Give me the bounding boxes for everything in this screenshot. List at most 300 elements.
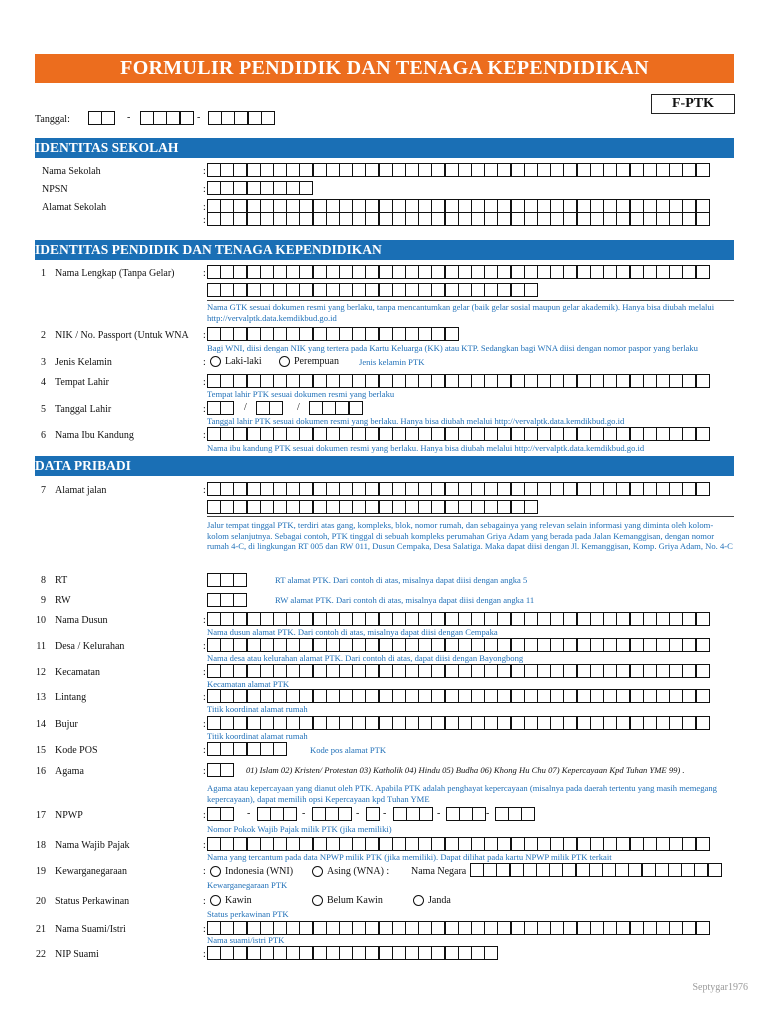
char-box[interactable] <box>472 807 486 821</box>
char-box[interactable] <box>418 212 432 226</box>
char-box[interactable] <box>273 199 287 213</box>
char-box[interactable] <box>273 427 287 441</box>
char-box[interactable] <box>563 837 577 851</box>
char-box[interactable] <box>260 265 274 279</box>
char-box[interactable] <box>405 837 419 851</box>
lintang-boxes[interactable] <box>207 689 709 703</box>
char-box[interactable] <box>511 265 525 279</box>
char-box[interactable] <box>248 111 262 125</box>
char-box[interactable] <box>577 427 591 441</box>
char-box[interactable] <box>261 111 275 125</box>
char-box[interactable] <box>616 664 630 678</box>
char-box[interactable] <box>392 327 406 341</box>
char-box[interactable] <box>326 946 340 960</box>
char-box[interactable] <box>325 807 339 821</box>
char-box[interactable] <box>458 374 472 388</box>
char-box[interactable] <box>669 689 683 703</box>
char-box[interactable] <box>247 664 261 678</box>
char-box[interactable] <box>299 664 313 678</box>
char-box[interactable] <box>524 265 538 279</box>
char-box[interactable] <box>286 689 300 703</box>
char-box[interactable] <box>537 638 551 652</box>
char-box[interactable] <box>630 163 644 177</box>
char-box[interactable] <box>365 946 379 960</box>
char-box[interactable] <box>511 837 525 851</box>
char-box[interactable] <box>669 212 683 226</box>
rt-boxes[interactable] <box>207 573 247 587</box>
char-box[interactable] <box>207 837 221 851</box>
char-box[interactable] <box>326 638 340 652</box>
char-box[interactable] <box>630 612 644 626</box>
char-box[interactable] <box>365 265 379 279</box>
char-box[interactable] <box>616 689 630 703</box>
char-box[interactable] <box>643 199 657 213</box>
char-box[interactable] <box>497 163 511 177</box>
char-box[interactable] <box>405 664 419 678</box>
char-box[interactable] <box>283 807 297 821</box>
char-box[interactable] <box>286 212 300 226</box>
char-box[interactable] <box>524 612 538 626</box>
char-box[interactable] <box>550 664 564 678</box>
char-box[interactable] <box>550 427 564 441</box>
char-box[interactable] <box>220 265 234 279</box>
char-box[interactable] <box>458 427 472 441</box>
char-box[interactable] <box>471 265 485 279</box>
char-box[interactable] <box>233 716 247 730</box>
char-box[interactable] <box>247 181 261 195</box>
char-box[interactable] <box>220 482 234 496</box>
char-box[interactable] <box>260 664 274 678</box>
char-box[interactable] <box>299 837 313 851</box>
char-box[interactable] <box>233 212 247 226</box>
char-box[interactable] <box>313 374 327 388</box>
char-box[interactable] <box>445 946 459 960</box>
char-box[interactable] <box>299 427 313 441</box>
char-box[interactable] <box>379 837 393 851</box>
char-box[interactable] <box>603 837 617 851</box>
char-box[interactable] <box>471 689 485 703</box>
char-box[interactable] <box>563 689 577 703</box>
char-box[interactable] <box>563 374 577 388</box>
char-box[interactable] <box>392 921 406 935</box>
char-box[interactable] <box>630 212 644 226</box>
char-box[interactable] <box>511 212 525 226</box>
char-box[interactable] <box>590 199 604 213</box>
char-box[interactable] <box>339 837 353 851</box>
char-box[interactable] <box>484 664 498 678</box>
char-box[interactable] <box>656 212 670 226</box>
kecamatan-boxes[interactable] <box>207 664 709 678</box>
char-box[interactable] <box>207 593 221 607</box>
char-box[interactable] <box>484 638 498 652</box>
char-box[interactable] <box>537 163 551 177</box>
char-box[interactable] <box>405 212 419 226</box>
char-box[interactable] <box>445 921 459 935</box>
char-box[interactable] <box>418 638 432 652</box>
char-box[interactable] <box>603 689 617 703</box>
char-box[interactable] <box>313 482 327 496</box>
char-box[interactable] <box>260 427 274 441</box>
char-box[interactable] <box>521 807 535 821</box>
char-box[interactable] <box>471 374 485 388</box>
char-box[interactable] <box>365 199 379 213</box>
tanggal-day-boxes[interactable] <box>88 111 114 125</box>
char-box[interactable] <box>471 921 485 935</box>
char-box[interactable] <box>471 427 485 441</box>
char-box[interactable] <box>458 837 472 851</box>
char-box[interactable] <box>590 689 604 703</box>
char-box[interactable] <box>471 837 485 851</box>
char-box[interactable] <box>458 689 472 703</box>
char-box[interactable] <box>339 482 353 496</box>
char-box[interactable] <box>379 482 393 496</box>
char-box[interactable] <box>299 500 313 514</box>
char-box[interactable] <box>681 863 695 877</box>
char-box[interactable] <box>431 689 445 703</box>
char-box[interactable] <box>322 401 336 415</box>
bujur-boxes[interactable] <box>207 716 709 730</box>
char-box[interactable] <box>220 199 234 213</box>
char-box[interactable] <box>445 212 459 226</box>
char-box[interactable] <box>511 612 525 626</box>
char-box[interactable] <box>247 946 261 960</box>
char-box[interactable] <box>458 612 472 626</box>
char-box[interactable] <box>484 921 498 935</box>
char-box[interactable] <box>352 374 366 388</box>
char-box[interactable] <box>590 163 604 177</box>
char-box[interactable] <box>682 374 696 388</box>
char-box[interactable] <box>313 664 327 678</box>
char-box[interactable] <box>458 212 472 226</box>
char-box[interactable] <box>260 500 274 514</box>
char-box[interactable] <box>563 199 577 213</box>
char-box[interactable] <box>496 863 510 877</box>
char-box[interactable] <box>220 664 234 678</box>
char-box[interactable] <box>445 163 459 177</box>
char-box[interactable] <box>537 664 551 678</box>
char-box[interactable] <box>563 638 577 652</box>
char-box[interactable] <box>656 716 670 730</box>
char-box[interactable] <box>313 837 327 851</box>
char-box[interactable] <box>392 612 406 626</box>
char-box[interactable] <box>257 807 271 821</box>
char-box[interactable] <box>326 212 340 226</box>
char-box[interactable] <box>656 638 670 652</box>
char-box[interactable] <box>286 163 300 177</box>
char-box[interactable] <box>352 716 366 730</box>
char-box[interactable] <box>524 500 538 514</box>
char-box[interactable] <box>418 482 432 496</box>
char-box[interactable] <box>682 921 696 935</box>
char-box[interactable] <box>630 921 644 935</box>
char-box[interactable] <box>511 199 525 213</box>
char-box[interactable] <box>233 593 247 607</box>
char-box[interactable] <box>273 212 287 226</box>
char-box[interactable] <box>563 163 577 177</box>
char-box[interactable] <box>642 863 656 877</box>
char-box[interactable] <box>537 374 551 388</box>
char-box[interactable] <box>643 921 657 935</box>
char-box[interactable] <box>682 163 696 177</box>
char-box[interactable] <box>524 212 538 226</box>
char-box[interactable] <box>445 427 459 441</box>
char-box[interactable] <box>669 427 683 441</box>
char-box[interactable] <box>233 689 247 703</box>
char-box[interactable] <box>269 401 283 415</box>
char-box[interactable] <box>550 921 564 935</box>
char-box[interactable] <box>405 689 419 703</box>
char-box[interactable] <box>511 638 525 652</box>
char-box[interactable] <box>392 689 406 703</box>
char-box[interactable] <box>577 837 591 851</box>
char-box[interactable] <box>630 427 644 441</box>
char-box[interactable] <box>405 265 419 279</box>
char-box[interactable] <box>326 716 340 730</box>
char-box[interactable] <box>220 921 234 935</box>
char-box[interactable] <box>379 664 393 678</box>
char-box[interactable] <box>458 199 472 213</box>
char-box[interactable] <box>379 283 393 297</box>
char-box[interactable] <box>339 664 353 678</box>
char-box[interactable] <box>260 482 274 496</box>
char-box[interactable] <box>524 638 538 652</box>
char-box[interactable] <box>471 500 485 514</box>
char-box[interactable] <box>207 283 221 297</box>
char-box[interactable] <box>405 946 419 960</box>
radio-laki-laki[interactable] <box>210 356 262 367</box>
char-box[interactable] <box>207 946 221 960</box>
char-box[interactable] <box>484 283 498 297</box>
char-box[interactable] <box>484 500 498 514</box>
char-box[interactable] <box>260 946 274 960</box>
char-box[interactable] <box>696 212 710 226</box>
char-box[interactable] <box>590 837 604 851</box>
char-box[interactable] <box>656 689 670 703</box>
char-box[interactable] <box>392 163 406 177</box>
char-box[interactable] <box>313 327 327 341</box>
char-box[interactable] <box>603 716 617 730</box>
char-box[interactable] <box>247 742 261 756</box>
char-box[interactable] <box>247 374 261 388</box>
char-box[interactable] <box>484 716 498 730</box>
char-box[interactable] <box>326 664 340 678</box>
char-box[interactable] <box>207 199 221 213</box>
char-box[interactable] <box>379 689 393 703</box>
char-box[interactable] <box>682 612 696 626</box>
char-box[interactable] <box>577 482 591 496</box>
char-box[interactable] <box>339 163 353 177</box>
radio-kawin[interactable] <box>210 895 252 906</box>
char-box[interactable] <box>220 763 234 777</box>
char-box[interactable] <box>339 374 353 388</box>
char-box[interactable] <box>524 921 538 935</box>
char-box[interactable] <box>273 638 287 652</box>
char-box[interactable] <box>537 199 551 213</box>
char-box[interactable] <box>247 689 261 703</box>
char-box[interactable] <box>233 327 247 341</box>
char-box[interactable] <box>273 716 287 730</box>
char-box[interactable] <box>497 199 511 213</box>
char-box[interactable] <box>511 283 525 297</box>
char-box[interactable] <box>352 482 366 496</box>
char-box[interactable] <box>207 265 221 279</box>
char-box[interactable] <box>233 573 247 587</box>
char-box[interactable] <box>682 716 696 730</box>
char-box[interactable] <box>379 946 393 960</box>
char-box[interactable] <box>339 212 353 226</box>
char-box[interactable] <box>669 837 683 851</box>
char-box[interactable] <box>313 612 327 626</box>
char-box[interactable] <box>88 111 102 125</box>
char-box[interactable] <box>431 612 445 626</box>
char-box[interactable] <box>365 638 379 652</box>
char-box[interactable] <box>207 742 221 756</box>
char-box[interactable] <box>349 401 363 415</box>
char-box[interactable] <box>365 837 379 851</box>
char-box[interactable] <box>379 163 393 177</box>
char-box[interactable] <box>392 716 406 730</box>
char-box[interactable] <box>299 212 313 226</box>
char-box[interactable] <box>445 500 459 514</box>
char-box[interactable] <box>313 163 327 177</box>
char-box[interactable] <box>656 664 670 678</box>
char-box[interactable] <box>260 212 274 226</box>
char-box[interactable] <box>511 664 525 678</box>
char-box[interactable] <box>508 807 522 821</box>
char-box[interactable] <box>270 807 284 821</box>
char-box[interactable] <box>339 612 353 626</box>
char-box[interactable] <box>682 265 696 279</box>
char-box[interactable] <box>524 163 538 177</box>
char-box[interactable] <box>365 689 379 703</box>
char-box[interactable] <box>260 716 274 730</box>
char-box[interactable] <box>339 921 353 935</box>
char-box[interactable] <box>445 283 459 297</box>
char-box[interactable] <box>220 181 234 195</box>
char-box[interactable] <box>708 863 722 877</box>
char-box[interactable] <box>405 716 419 730</box>
char-box[interactable] <box>616 638 630 652</box>
char-box[interactable] <box>140 111 154 125</box>
char-box[interactable] <box>616 612 630 626</box>
char-box[interactable] <box>352 327 366 341</box>
char-box[interactable] <box>445 327 459 341</box>
char-box[interactable] <box>524 716 538 730</box>
char-box[interactable] <box>445 638 459 652</box>
char-box[interactable] <box>563 716 577 730</box>
char-box[interactable] <box>406 807 420 821</box>
char-box[interactable] <box>471 946 485 960</box>
char-box[interactable] <box>497 921 511 935</box>
char-box[interactable] <box>630 199 644 213</box>
char-box[interactable] <box>577 265 591 279</box>
char-box[interactable] <box>603 265 617 279</box>
char-box[interactable] <box>590 612 604 626</box>
char-box[interactable] <box>696 837 710 851</box>
char-box[interactable] <box>260 837 274 851</box>
char-box[interactable] <box>352 427 366 441</box>
char-box[interactable] <box>233 181 247 195</box>
char-box[interactable] <box>696 716 710 730</box>
char-box[interactable] <box>247 716 261 730</box>
char-box[interactable] <box>655 863 669 877</box>
char-box[interactable] <box>418 837 432 851</box>
char-box[interactable] <box>431 327 445 341</box>
char-box[interactable] <box>166 111 180 125</box>
char-box[interactable] <box>630 689 644 703</box>
char-box[interactable] <box>207 500 221 514</box>
char-box[interactable] <box>445 482 459 496</box>
char-box[interactable] <box>682 482 696 496</box>
char-box[interactable] <box>643 265 657 279</box>
char-box[interactable] <box>233 612 247 626</box>
char-box[interactable] <box>256 401 270 415</box>
char-box[interactable] <box>484 265 498 279</box>
char-box[interactable] <box>563 664 577 678</box>
char-box[interactable] <box>577 612 591 626</box>
char-box[interactable] <box>260 163 274 177</box>
char-box[interactable] <box>445 374 459 388</box>
char-box[interactable] <box>656 837 670 851</box>
char-box[interactable] <box>696 482 710 496</box>
char-box[interactable] <box>286 181 300 195</box>
char-box[interactable] <box>335 401 349 415</box>
char-box[interactable] <box>696 265 710 279</box>
char-box[interactable] <box>524 283 538 297</box>
char-box[interactable] <box>577 921 591 935</box>
char-box[interactable] <box>590 212 604 226</box>
char-box[interactable] <box>313 716 327 730</box>
char-box[interactable] <box>656 482 670 496</box>
npwp-boxes-5[interactable] <box>393 807 433 821</box>
char-box[interactable] <box>365 716 379 730</box>
char-box[interactable] <box>563 612 577 626</box>
char-box[interactable] <box>616 716 630 730</box>
char-box[interactable] <box>233 482 247 496</box>
char-box[interactable] <box>326 199 340 213</box>
char-box[interactable] <box>497 427 511 441</box>
char-box[interactable] <box>247 482 261 496</box>
char-box[interactable] <box>497 689 511 703</box>
char-box[interactable] <box>207 212 221 226</box>
radio-wna[interactable] <box>312 866 389 877</box>
char-box[interactable] <box>431 837 445 851</box>
char-box[interactable] <box>550 716 564 730</box>
char-box[interactable] <box>273 664 287 678</box>
char-box[interactable] <box>431 482 445 496</box>
char-box[interactable] <box>207 427 221 441</box>
char-box[interactable] <box>669 716 683 730</box>
char-box[interactable] <box>537 921 551 935</box>
char-box[interactable] <box>260 327 274 341</box>
char-box[interactable] <box>260 181 274 195</box>
char-box[interactable] <box>233 265 247 279</box>
desa-boxes[interactable] <box>207 638 709 652</box>
char-box[interactable] <box>379 374 393 388</box>
char-box[interactable] <box>696 163 710 177</box>
char-box[interactable] <box>682 664 696 678</box>
char-box[interactable] <box>603 163 617 177</box>
char-box[interactable] <box>495 807 509 821</box>
char-box[interactable] <box>563 427 577 441</box>
char-box[interactable] <box>484 689 498 703</box>
char-box[interactable] <box>273 689 287 703</box>
char-box[interactable] <box>484 946 498 960</box>
char-box[interactable] <box>603 427 617 441</box>
char-box[interactable] <box>405 283 419 297</box>
char-box[interactable] <box>563 212 577 226</box>
char-box[interactable] <box>682 212 696 226</box>
